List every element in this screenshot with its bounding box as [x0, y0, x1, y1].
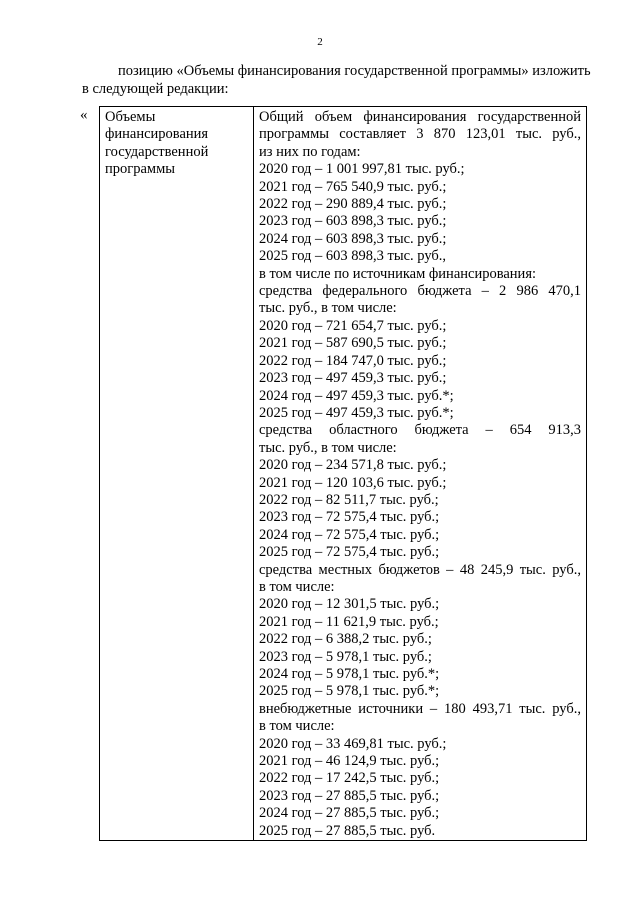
- label-line: государственной: [105, 143, 209, 160]
- opening-quote-mark: «: [80, 107, 88, 123]
- content-line: 2020 год – 1 001 997,81 тыс. руб.;: [259, 161, 465, 178]
- content-line: 2024 год – 5 978,1 тыс. руб.*;: [259, 666, 440, 682]
- content-line: в том числе по источникам финансирования:: [259, 265, 537, 282]
- content-line: 2023 год – 27 885,5 тыс. руб.;: [259, 787, 440, 804]
- content-line: 2024 год – 497 459,3 тыс. руб.*;: [259, 387, 454, 404]
- content-line: 2023 год – 497 459,3 тыс. руб.;: [259, 370, 447, 387]
- content-line: 2021 год – 120 103,6 тыс. руб.;: [259, 474, 447, 491]
- content-line: 2023 год – 72 575,4 тыс. руб.;: [259, 509, 440, 526]
- content-line: 2020 год – 721 654,7 тыс. руб.;: [259, 317, 447, 334]
- content-line: средства федерального бюджета – 2 986 470,1: [259, 283, 581, 300]
- content-line: внебюджетные источники – 180 493,71 тыс. руб.,: [259, 700, 581, 717]
- content-line: 2021 год – 11 621,9 тыс. руб.;: [259, 613, 439, 630]
- content-line: 2022 год – 17 242,5 тыс. руб.;: [259, 770, 440, 787]
- content-line: тыс. руб., в том числе:: [259, 439, 397, 456]
- label-line: финансирования: [105, 126, 209, 143]
- intro-line-2: в следующей редакции:: [82, 81, 229, 97]
- label-cell: [100, 107, 254, 841]
- label-line: Объемы: [105, 109, 156, 125]
- label-line: программы: [105, 161, 175, 178]
- content-line: 2022 год – 184 747,0 тыс. руб.;: [259, 352, 447, 369]
- content-cell: [254, 107, 587, 841]
- content-line: из них по годам:: [259, 143, 361, 160]
- content-line: 2021 год – 46 124,9 тыс. руб.;: [259, 753, 440, 770]
- content-line: 2022 год – 6 388,2 тыс. руб.;: [259, 631, 432, 648]
- content-line: Общий объем финансирования государственной: [259, 109, 581, 125]
- content-line: 2024 год – 603 898,3 тыс. руб.;: [259, 230, 447, 247]
- content-line: 2022 год – 290 889,4 тыс. руб.;: [259, 196, 447, 213]
- content-line: 2021 год – 765 540,9 тыс. руб.;: [259, 178, 447, 195]
- funding-table: [99, 106, 587, 841]
- content-line: средства областного бюджета – 654 913,3: [259, 422, 581, 439]
- content-line: 2025 год – 497 459,3 тыс. руб.*;: [259, 404, 454, 421]
- content-line: 2023 год – 603 898,3 тыс. руб.;: [259, 213, 447, 230]
- content-line: 2020 год – 234 571,8 тыс. руб.;: [259, 457, 447, 474]
- content-line: 2025 год – 603 898,3 тыс. руб.,: [259, 248, 447, 265]
- content-line: 2020 год – 33 469,81 тыс. руб.;: [259, 735, 447, 752]
- page-number: 2: [317, 36, 323, 48]
- intro-line-1: позицию «Объемы финансирования государственной программы» изложить: [118, 63, 591, 79]
- content-line: 2025 год – 72 575,4 тыс. руб.;: [259, 544, 440, 561]
- content-line: тыс. руб., в том числе:: [259, 300, 397, 317]
- content-line: 2024 год – 27 885,5 тыс. руб.;: [259, 805, 440, 822]
- content-line: 2025 год – 27 885,5 тыс. руб.: [259, 822, 436, 839]
- content-line: 2025 год – 5 978,1 тыс. руб.*;: [259, 683, 440, 700]
- intro-paragraph: [82, 62, 608, 98]
- content-line: 2022 год – 82 511,7 тыс. руб.;: [259, 491, 439, 508]
- content-line: 2020 год – 12 301,5 тыс. руб.;: [259, 596, 440, 613]
- content-line: в том числе:: [259, 718, 335, 735]
- content-line: средства местных бюджетов – 48 245,9 тыс. руб.,: [259, 561, 581, 578]
- table-row: [100, 107, 587, 841]
- content-line: 2021 год – 587 690,5 тыс. руб.;: [259, 335, 447, 352]
- content-line: в том числе:: [259, 578, 335, 595]
- content-line: 2023 год – 5 978,1 тыс. руб.;: [259, 648, 432, 665]
- content-line: программы составляет 3 870 123,01 тыс. руб.,: [259, 126, 581, 143]
- content-line: 2024 год – 72 575,4 тыс. руб.;: [259, 526, 440, 543]
